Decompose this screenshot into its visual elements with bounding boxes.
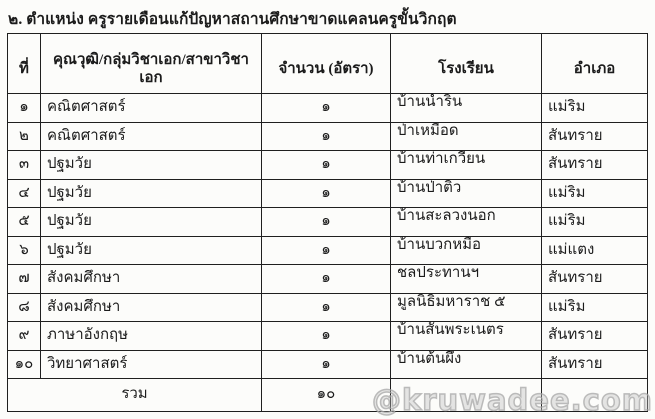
subject-cell: สังคมศึกษา (41, 293, 262, 322)
row-number: ๗ (8, 265, 41, 294)
amount-cell: ๑ (262, 122, 391, 151)
total-empty-school (391, 379, 542, 412)
table-row (8, 94, 648, 123)
row-number: ๙ (8, 322, 41, 351)
row-number: ๒ (8, 122, 41, 151)
amount-cell: ๑ (262, 94, 391, 123)
table-row (8, 179, 648, 208)
header-no: ที่ (8, 34, 41, 94)
row-number: ๓ (8, 151, 41, 180)
subject-cell: วิทยาศาสตร์ (41, 350, 262, 379)
amount-cell: ๑ (262, 265, 391, 294)
table-header-row (8, 34, 648, 94)
header-school: โรงเรียน (391, 34, 542, 94)
district-cell: แม่แตง (542, 236, 648, 265)
district-cell: แม่ริม (542, 293, 648, 322)
amount-cell: ๑ (262, 151, 391, 180)
total-amount: ๑๐ (262, 379, 391, 412)
subject-cell: คณิตศาสตร์ (41, 122, 262, 151)
school-cell: บ้านบวกหมื้อ (391, 236, 542, 265)
district-cell: สันทราย (542, 322, 648, 351)
site-watermark: @kruwadee.com (371, 383, 653, 417)
amount-cell: ๑ (262, 350, 391, 379)
amount-cell: ๑ (262, 322, 391, 351)
table-row (8, 208, 648, 237)
table-row (8, 122, 648, 151)
district-cell: สันทราย (542, 265, 648, 294)
table-row (8, 265, 648, 294)
district-cell: สันทราย (542, 122, 648, 151)
school-cell: ป่าเหมือด (391, 122, 542, 151)
amount-cell: ๑ (262, 236, 391, 265)
row-number: ๘ (8, 293, 41, 322)
row-number: ๕ (8, 208, 41, 237)
row-number: ๑๐ (8, 350, 41, 379)
subject-cell: ภาษาอังกฤษ (41, 322, 262, 351)
amount-cell: ๑ (262, 293, 391, 322)
district-cell: แม่ริม (542, 179, 648, 208)
table-row (8, 151, 648, 180)
header-district: อำเภอ (542, 34, 648, 94)
section-title: ๒. ตำแหน่ง ครูรายเดือนแก้ปัญหาสถานศึกษาขาดแคลนครูขั้นวิกฤต (8, 11, 457, 28)
table-row (8, 322, 648, 351)
school-cell: บ้านน้ำริน (391, 94, 542, 123)
school-cell: บ้านสะลวงนอก (391, 208, 542, 237)
subject-cell: ปฐมวัย (41, 208, 262, 237)
table-total-row (8, 379, 648, 412)
teacher-vacancy-table (7, 33, 648, 412)
table-row (8, 350, 648, 379)
table-row (8, 236, 648, 265)
table-row (8, 293, 648, 322)
district-cell: สันทราย (542, 350, 648, 379)
row-number: ๖ (8, 236, 41, 265)
school-cell: บ้านต้นผึ้ง (391, 350, 542, 379)
subject-cell: ปฐมวัย (41, 236, 262, 265)
district-cell: สันทราย (542, 151, 648, 180)
header-subject: คุณวุฒิ/กลุ่มวิชาเอก/สาขาวิชาเอก (41, 34, 262, 94)
school-cell: มูลนิธิมหาราช ๕ (391, 293, 542, 322)
amount-cell: ๑ (262, 179, 391, 208)
school-cell: ชลประทานฯ (391, 265, 542, 294)
row-number: ๑ (8, 94, 41, 123)
row-number: ๔ (8, 179, 41, 208)
district-cell: แม่ริม (542, 94, 648, 123)
subject-cell: คณิตศาสตร์ (41, 94, 262, 123)
district-cell: แม่ริม (542, 208, 648, 237)
total-empty-district (542, 379, 648, 412)
subject-cell: ปฐมวัย (41, 179, 262, 208)
total-label: รวม (8, 379, 262, 412)
subject-cell: ปฐมวัย (41, 151, 262, 180)
school-cell: บ้านสันพระเนตร (391, 322, 542, 351)
amount-cell: ๑ (262, 208, 391, 237)
school-cell: บ้านท่าเกวียน (391, 151, 542, 180)
header-amount: จำนวน (อัตรา) (262, 34, 391, 94)
subject-cell: สังคมศึกษา (41, 265, 262, 294)
school-cell: บ้านป่าติ้ว (391, 179, 542, 208)
